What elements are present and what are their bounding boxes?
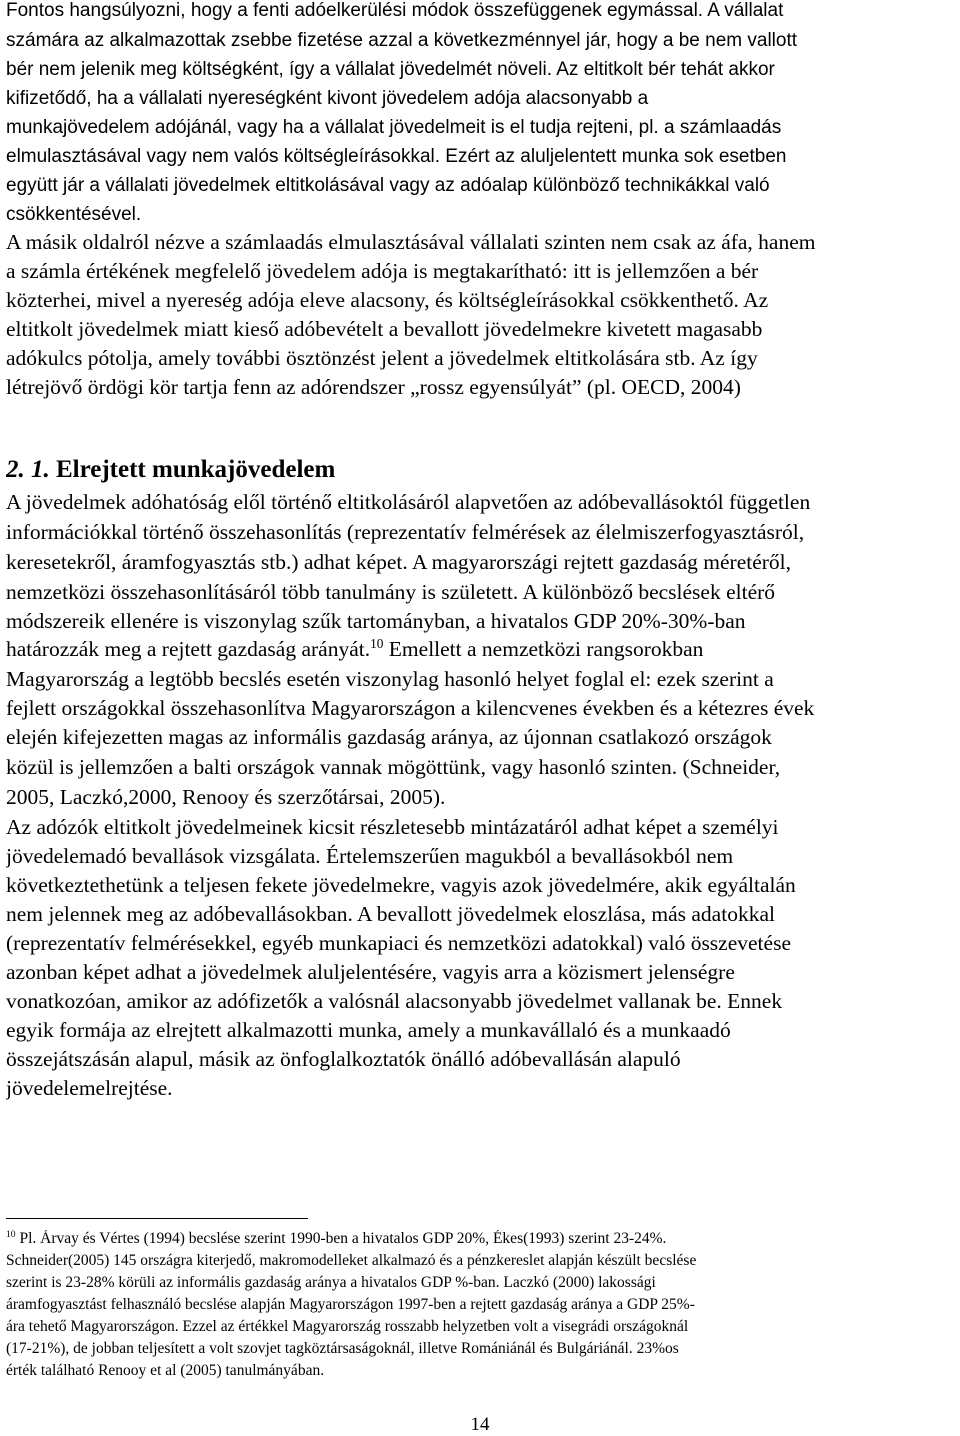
footnote-reference[interactable]: 10: [370, 637, 384, 651]
footnote-line: érték található Renooy et al (2005) tanulmányában.: [6, 1362, 325, 1379]
text-line: közül is jellemzően a balti országok vannak mögöttünk, vagy hasonló szinten. (Schneider,: [6, 755, 781, 779]
text-line: adókulcs pótolja, amely további ösztönzést jelent a jövedelmek eltitkolására stb. Az így: [6, 346, 758, 370]
text-line: a számla értékének megfelelő jövedelem adója is megtakarítható: itt is jellemzően a bér: [6, 259, 759, 283]
text-line: következtethetünk a teljesen fekete jövedelmekre, vagyis azok jövedelmére, akik egyáltalán: [6, 873, 796, 897]
text-fragment: Pl. Árvay és Vértes (1994) becslése szerint 1990-ben a hivatalos GDP 20%, Ékes(1993) szerint 23-24%.: [15, 1230, 667, 1247]
footnote-line: ára tehető Magyarországon. Ezzel az értékkel Magyarország rosszabb helyzetben volt a visegrádi országoknál: [6, 1318, 689, 1335]
footnote-line: szerint is 23-28% körüli az informális gazdaság aránya a hivatalos GDP %-ban. Laczkó (2000) lakossági: [6, 1274, 656, 1291]
text-fragment: Emellett a nemzetközi rangsorokban: [383, 637, 704, 661]
section-title: Elrejtett munkajövedelem: [56, 456, 336, 483]
text-line: [6, 637, 956, 661]
text-line: 2005, Laczkó,2000, Renooy és szerzőtársai, 2005).: [6, 785, 446, 809]
section-number: 2. 1.: [6, 456, 50, 483]
page-number: 14: [470, 1414, 490, 1435]
footnote-line: Schneider(2005) 145 országra kiterjedő, makromodelleket alkalmazó és a pénzkereslet alapján készült becslése: [6, 1252, 697, 1269]
text-line: jövedelemadó bevallások vizsgálata. Értelemszerűen magukból a bevallásokból nem: [6, 844, 734, 868]
text-fragment: határozzák meg a rejtett gazdaság arányát.: [6, 637, 371, 661]
text-line: módszereik ellenére is viszonylag szűk tartományban, a hivatalos GDP 20%-30%-ban: [6, 609, 746, 633]
text-line: létrejövő ördögi kör tartja fenn az adórendszer „rossz egyensúlyát” (pl. OECD, 2004): [6, 375, 741, 399]
text-line: A jövedelmek adóhatóság elől történő eltitkolásáról alapvetően az adóbevallásoktól független: [6, 490, 811, 514]
text-line: egyik formája az elrejtett alkalmazotti munka, amely a munkavállaló és a munkaadó: [6, 1018, 731, 1042]
text-line: bér nem jelenik meg költségként, így a vállalat jövedelmét növeli. Az eltitkolt bér tehát akkor: [6, 59, 775, 80]
text-line: információkkal történő összehasonlítás (reprezentatív felmérések az élelmiszerfogyasztásról,: [6, 520, 805, 544]
text-line: (reprezentatív felmérésekkel, egyéb munkapiaci és nemzetközi adatokkal) való összevetése: [6, 931, 791, 955]
text-line: nem jelennek meg az adóbevallásokban. A bevallott jövedelmek eloszlása, más adatokkal: [6, 902, 775, 926]
text-line: együtt jár a vállalati jövedelmek eltitkolásával vagy az adóalap különböző technikákkal való: [6, 175, 770, 196]
text-line: fejlett országokkal összehasonlítva Magyarországon a kilencvenes években és a kétezres évek: [6, 696, 815, 720]
text-line: számára az alkalmazottak zsebbe fizetése azzal a következménnyel jár, hogy a be nem vallott: [6, 30, 798, 51]
text-line: Fontos hangsúlyozni, hogy a fenti adóelkerülési módok összefüggenek egymással. A vállalat: [6, 0, 784, 21]
text-line: elmulasztásával vagy nem valós költségleírásokkal. Ezért az aluljelentett munka sok esetben: [6, 146, 787, 167]
section-heading: [6, 456, 956, 484]
text-line: összejátszásán alapul, másik az önfoglalkoztatók önálló adóbevallásán alapuló: [6, 1047, 681, 1071]
footnote-marker: 10: [6, 1230, 16, 1240]
text-line: kifizetődő, ha a vállalati nyereségként kivont jövedelem adója alacsonyabb a: [6, 88, 649, 109]
text-line: eltitkolt jövedelmek miatt kieső adóbevételt a bevallott jövedelmekre kivetett magasabb: [6, 317, 763, 341]
text-line: azonban képet adhat a jövedelmek aluljelentésére, vagyis arra a közismert jelenségre: [6, 960, 735, 984]
footnote-separator: [6, 1218, 308, 1219]
text-line: csökkentésével.: [6, 204, 142, 225]
text-line: keresetekről, áramfogyasztás stb.) adhat képet. A magyarországi rejtett gazdaság méretéről,: [6, 550, 792, 574]
text-line: Az adózók eltitkolt jövedelmeinek kicsit részletesebb mintázatáról adhat képet a személyi: [6, 815, 779, 839]
footnote-line: [6, 1230, 956, 1248]
text-line: Magyarország a legtöbb becslés esetén viszonylag hasonló helyet foglal el: ezek szerint a: [6, 667, 774, 691]
footnote-line: (17-21%), de jobban teljesített a volt szovjet tagköztársaságoknál, illetve Romániánál és Bulgáriánál. 23%os: [6, 1340, 679, 1357]
text-line: vonatkozóan, amikor az adófizetők a valósnál alacsonyabb jövedelmet vallanak be. Ennek: [6, 989, 783, 1013]
footnote-line: áramfogyasztást felhasználó becslése alapján Magyarországon 1997-ben a rejtett gazdaság aránya a GDP 25%-: [6, 1296, 695, 1313]
text-line: munkajövedelem adójánál, vagy ha a vállalat jövedelmeit is el tudja rejteni, pl. a számlaadás: [6, 117, 782, 138]
text-line: A másik oldalról nézve a számlaadás elmulasztásával vállalati szinten nem csak az áfa, hanem: [6, 230, 816, 254]
text-line: közterhei, mivel a nyereség adója eleve alacsony, és költségleírásokkal csökkenthető. Az: [6, 288, 769, 312]
text-line: nemzetközi összehasonlításáról több tanulmány is született. A különböző becslések eltérő: [6, 580, 776, 604]
text-line: jövedelemelrejtése.: [6, 1076, 173, 1100]
text-line: elején kifejezetten magas az informális gazdaság aránya, az újonnan csatlakozó országok: [6, 725, 772, 749]
